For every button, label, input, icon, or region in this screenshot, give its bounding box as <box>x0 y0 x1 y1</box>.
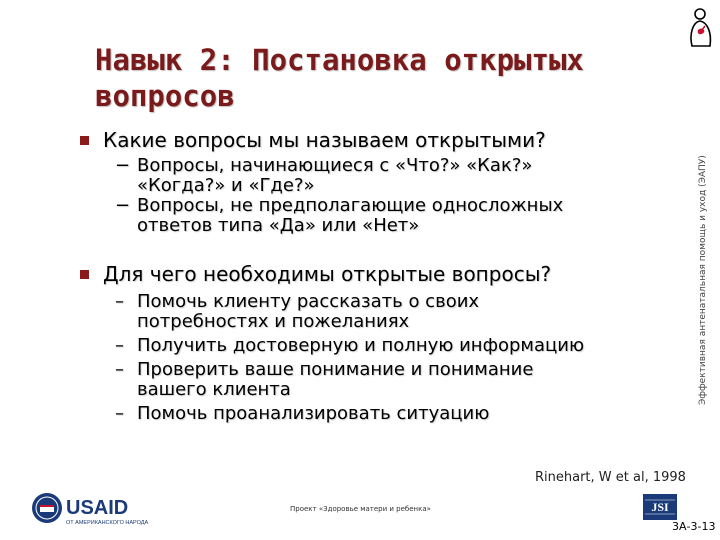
jsi-logo <box>643 494 677 520</box>
dash-marker: − <box>115 155 131 176</box>
dash-marker: – <box>115 403 124 424</box>
sub-bullet-line: Помочь проанализировать ситуацию <box>137 403 490 424</box>
dash-marker: – <box>115 359 124 380</box>
usaid-subtext: ОТ АМЕРИКАНСКОГО НАРОДА <box>66 520 149 526</box>
sub-bullet <box>115 404 680 424</box>
square-bullet-icon <box>80 136 89 145</box>
bullet-open-questions <box>70 128 680 152</box>
sub-bullet <box>115 156 680 196</box>
dash-marker: – <box>115 335 124 356</box>
bullet-text: Для чего необходимы открытые вопросы? <box>103 262 552 286</box>
slide-number: 3А-3-13 <box>672 520 716 533</box>
title-line-2: вопросов <box>95 79 235 113</box>
jsi-wordmark: JSI <box>651 500 669 514</box>
dash-marker: – <box>115 291 124 312</box>
sub-bullet-line: «Когда?» и «Где?» <box>137 175 315 196</box>
sub-bullet-line: Получить достоверную и полную информацию <box>137 335 585 356</box>
page-title <box>95 42 695 114</box>
sub-bullet-line: Проверить ваше понимание и понимание <box>137 359 534 380</box>
sub-bullet-line: Вопросы, не предполагающие односложных <box>137 195 564 216</box>
vertical-course-title: Эффективная антенатальная помощь и уход (ЭАПУ) <box>698 155 708 405</box>
sub-bullet-line: потребностях и пожеланиях <box>137 311 410 332</box>
sub-bullet-line: ответов типа «Да» или «Нет» <box>137 215 420 236</box>
dash-marker: − <box>115 195 131 216</box>
slide-content <box>70 128 680 424</box>
sub-bullet <box>115 196 680 236</box>
sub-bullet <box>115 292 680 332</box>
usaid-wordmark: USAID <box>66 497 129 519</box>
title-line-1: Навык 2: Постановка открытых <box>95 43 584 77</box>
sub-bullet-line: Помочь клиенту рассказать о своих <box>137 291 480 312</box>
citation: Rinehart, W et al, 1998 <box>535 470 686 485</box>
sub-bullet <box>115 360 680 400</box>
bullet-text: Какие вопросы мы называем открытыми? <box>103 128 546 152</box>
bullet-why-open-questions <box>70 262 680 286</box>
sub-bullet-line: Вопросы, начинающиеся с «Что?» «Как?» <box>137 155 533 176</box>
sub-bullet-line: вашего клиента <box>137 379 291 400</box>
square-bullet-icon <box>80 270 89 279</box>
project-name: Проект «Здоровье матери и ребенка» <box>290 505 431 513</box>
sub-bullet <box>115 336 680 356</box>
usaid-logo <box>30 490 150 530</box>
